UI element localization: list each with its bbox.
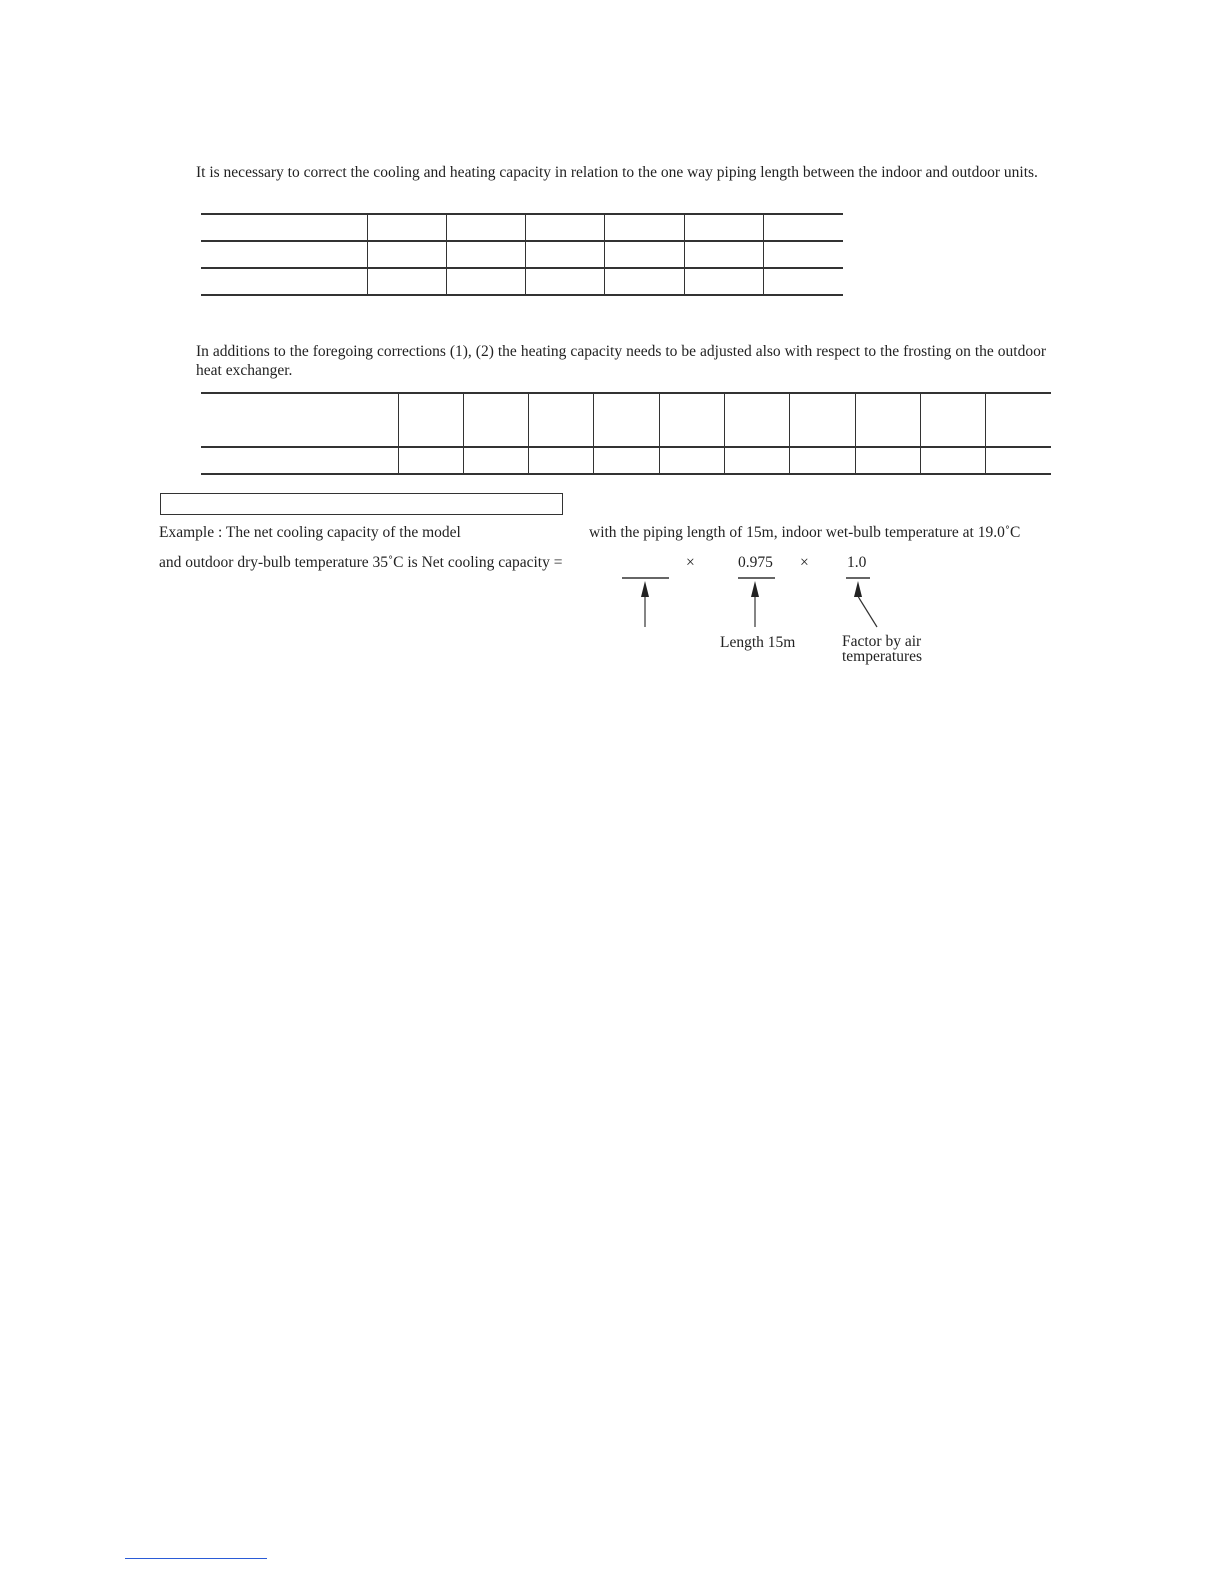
example-text-line2: and outdoor dry-bulb temperature 35˚C is Net cooling capacity = <box>159 554 563 571</box>
multiply-symbol: × <box>800 554 809 571</box>
piping-length-correction-text: It is necessary to correct the cooling and heating capacity in relation to the one way piping length between the indoor and outdoor units. <box>196 164 1038 181</box>
length-label: Length 15m <box>720 634 796 651</box>
footer-link-underline <box>125 1558 267 1559</box>
multiply-symbol: × <box>686 554 695 571</box>
length-arrow-icon <box>751 581 759 627</box>
example-text-line1-start: Example : The net cooling capacity of the model <box>159 524 461 541</box>
length-factor-value: 0.975 <box>738 554 773 571</box>
capacity-arrow-icon <box>641 581 649 627</box>
temperature-factor-label: Factor by air temperatures <box>842 633 923 665</box>
example-diagram <box>0 0 1224 700</box>
temperature-factor-value: 1.0 <box>847 554 867 571</box>
frosting-correction-text: In additions to the foregoing corrections (1), (2) the heating capacity needs to be adjusted also with respect to the frosting on the outdoor heat exchanger. <box>196 343 1046 379</box>
temperature-arrow-icon <box>854 581 877 627</box>
example-text-line1-end: with the piping length of 15m, indoor wet-bulb temperature at 19.0˚C <box>589 524 1021 541</box>
